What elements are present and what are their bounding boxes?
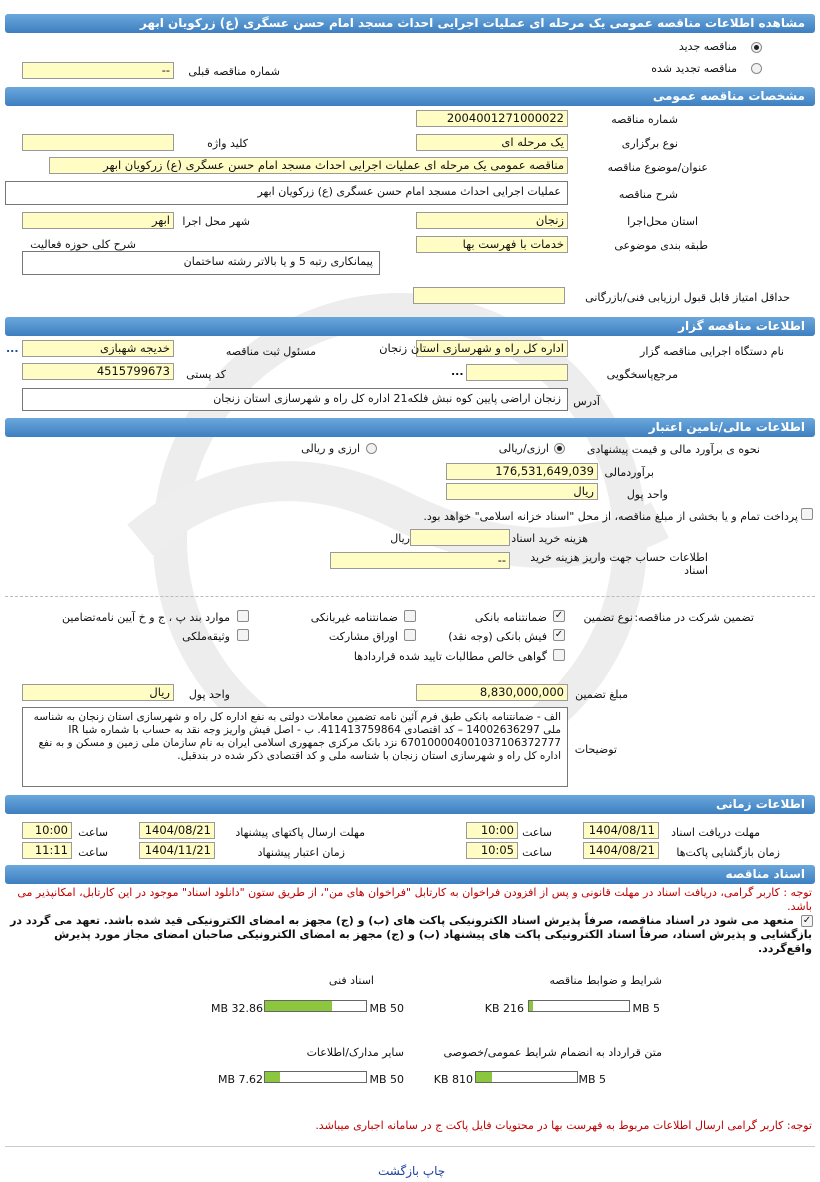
guarantee-option-2: موارد بند پ ، ج و خ آیین نامه‌تضامین	[62, 611, 230, 624]
desc-box: عملیات اجرایی احداث مسجد امام حسن عسگری (ع) زرکویان ابهر	[5, 181, 568, 205]
reference-more-button[interactable]: ...	[451, 365, 464, 378]
notes-label: توضیحات	[574, 743, 617, 756]
estimate-label: برآوردمالی	[604, 466, 654, 479]
account-field: --	[330, 552, 510, 569]
currency-field: ریال	[446, 483, 598, 500]
submit-date-field: 1404/08/21	[139, 822, 215, 839]
guarantee-check-1[interactable]	[404, 610, 416, 622]
section-organizer-header: اطلاعات مناقصه گزار	[5, 317, 815, 336]
receive-time-label: ساعت	[522, 826, 552, 839]
currency-label: واحد پول	[626, 488, 668, 501]
guarantee-check-4[interactable]	[404, 629, 416, 641]
radio-new-tender[interactable]	[751, 42, 762, 53]
registrar-label: مسئول ثبت مناقصه	[225, 345, 316, 358]
category-field: خدمات با فهرست بها	[416, 236, 568, 253]
commit-checkbox[interactable]: ✓	[802, 915, 812, 926]
file-0-bar-fill	[529, 1001, 533, 1011]
receive-date-field: 1404/08/11	[583, 822, 659, 839]
open-label: زمان بازگشایی پاکت‌ها	[676, 846, 780, 859]
account-label: اطلاعات حساب جهت واریز هزینه خرید اسناد	[530, 551, 708, 577]
registrar-field: خدیجه شهبازی	[22, 340, 174, 357]
type-label: نوع برگزاری	[621, 137, 678, 150]
guarantee-option-1: ضمانتنامه غیربانکی	[310, 611, 398, 624]
keyword-label: کلید واژه	[207, 137, 248, 150]
doc-fee-field	[410, 529, 510, 546]
file-1-bar-fill	[265, 1001, 332, 1011]
section-general-header: مشخصات مناقصه عمومی	[5, 87, 815, 106]
treasury-label: پرداخت تمام و یا بخشی از مبلغ مناقصه، از محل "اسناد خزانه اسلامی" خواهد بود.	[423, 510, 798, 523]
file-3-max: 50 MB	[369, 1073, 404, 1086]
validity-time-field: 11:11	[22, 842, 72, 859]
subject-field: مناقصه عمومی یک مرحله ای عملیات اجرایی احداث مسجد امام حسن عسگری (ع) زرکویان ابهر	[49, 157, 568, 174]
category-label: طبقه بندی موضوعی	[614, 239, 708, 252]
file-3-bar	[264, 1071, 367, 1083]
guarantee-check-2[interactable]	[237, 610, 249, 622]
guarantee-check-5[interactable]	[237, 629, 249, 641]
open-time-field: 10:05	[466, 842, 518, 859]
file-0-size: 216 KB	[484, 1002, 524, 1015]
submit-time-label: ساعت	[78, 826, 108, 839]
validity-label: زمان اعتبار پیشنهاد	[257, 846, 345, 859]
file-3-size: 7.62 MB	[217, 1073, 263, 1086]
documents-footer-note: توجه: کاربر گرامی ارسال اطلاعات مربوط به فهرست بها در محتویات فایل پاکت ج در سامانه اجباری میباشد.	[315, 1119, 812, 1132]
file-2-size: 810 KB	[433, 1073, 473, 1086]
radio-renewed-tender[interactable]	[751, 63, 762, 74]
amount-unit-label: واحد پول	[188, 688, 230, 701]
guarantee-option-0: ضمانتنامه بانکی	[474, 611, 547, 624]
min-score-field	[413, 287, 565, 304]
footer-links	[378, 1164, 445, 1178]
file-0-max: 5 MB	[632, 1002, 660, 1015]
file-2-max: 5 MB	[578, 1073, 606, 1086]
guarantee-option-5: وثیقه‌ملکی	[182, 630, 230, 643]
commit-text: متعهد می شود در اسناد مناقصه، صرفاً پذیرش اسناد الکترونیکی پاکت های (ب) و (ج) مجهز به امضای الکترونیکی قید شده باشد. تعهد می گردد در بازگشایی و پذیرش اسناد، صرفاً اسناد الکترونیکی پاکت های پیشنهاد (ب) و (ج) مجهز به امضای الکترونیکی صاحبان امضای مجاز مورد پذیرش واقع‌گردد.	[10, 914, 812, 955]
estimate-field: 176,531,649,039	[446, 463, 598, 480]
divider	[5, 596, 815, 597]
subject-label: عنوان/موضوع مناقصه	[607, 161, 708, 174]
tender-number-field: 2004001271000022	[416, 110, 568, 127]
file-0-label: شرایط و ضوابط مناقصه	[549, 974, 662, 987]
file-2-bar-fill	[476, 1072, 492, 1082]
label-rial: ارزی/ریالی	[498, 442, 549, 455]
label-new-tender: مناقصه جدید	[678, 40, 737, 53]
province-label: استان محل‌اجرا	[627, 215, 698, 228]
file-1-size: 32.86 MB	[210, 1002, 263, 1015]
desc-label: شرح مناقصه	[618, 188, 678, 201]
file-2-label: متن قرارداد به انضمام شرایط عمومی/خصوصی	[443, 1046, 662, 1059]
amount-label: مبلغ تضمین	[575, 688, 628, 701]
label-fx-rial: ارزی و ریالی	[301, 442, 360, 455]
submit-time-field: 10:00	[22, 822, 72, 839]
label-renewed-tender: مناقصه تجدید شده	[651, 62, 737, 75]
type-field: یک مرحله ای	[416, 134, 568, 151]
estimate-method-label: نحوه ی برآورد مالی و قیمت پیشنهادی	[586, 443, 760, 456]
documents-notice: توجه : کاربر گرامی، دریافت اسناد در مهلت قانونی و پس از افزودن فراخوان به کارتابل "فراخوان های من"، از طریق ستون "دانلود اسناد" موجود در این کارتابل، امکانپذیر می باشد.	[17, 886, 812, 913]
min-score-label: حداقل امتیاز قابل قبول ارزیابی فنی/بازرگانی	[585, 291, 790, 304]
open-date-field: 1404/08/21	[583, 842, 659, 859]
activity-label: شرح کلی حوزه فعالیت	[30, 238, 136, 251]
file-2-bar	[475, 1071, 578, 1083]
file-3-bar-fill	[265, 1072, 280, 1082]
reference-field	[466, 364, 568, 381]
doc-fee-unit: ریال	[390, 532, 410, 545]
validity-date-field: 1404/11/21	[139, 842, 215, 859]
guarantee-option-4: اوراق مشارکت	[328, 630, 398, 643]
doc-fee-label: هزینه خرید اسناد	[511, 532, 588, 545]
section-documents-header: اسناد مناقصه	[5, 865, 815, 884]
file-1-max: 50 MB	[369, 1002, 404, 1015]
file-0-bar	[528, 1000, 630, 1012]
postal-label: کد پستی	[186, 368, 226, 381]
file-1-label: اسناد فنی	[328, 974, 374, 987]
footer-divider	[5, 1146, 815, 1147]
validity-time-label: ساعت	[78, 846, 108, 859]
radio-fx-rial[interactable]	[366, 443, 377, 454]
postal-field: 4515799673	[22, 363, 174, 380]
address-box: زنجان اراضی پایین کوه نبش فلکه21 اداره کل راه و شهرسازی استان زنجان	[22, 388, 568, 411]
guarantee-option-3: فیش بانکی (وجه نقد)	[448, 630, 547, 643]
back-link[interactable]: بازگشت	[378, 1164, 419, 1178]
keyword-field	[22, 134, 174, 151]
page-title: مشاهده اطلاعات مناقصه عمومی یک مرحله ای عملیات اجرایی احداث مسجد امام حسن عسگری (ع) زرکویان ابهر	[5, 14, 815, 33]
section-finance-header: اطلاعات مالی/تامین اعتبار	[5, 418, 815, 437]
section-timing-header: اطلاعات زمانی	[5, 795, 815, 814]
guarantee-check-6[interactable]	[553, 649, 565, 661]
province-field: زنجان	[416, 212, 568, 229]
previous-number-label: شماره مناقصه قبلی	[188, 65, 280, 78]
file-1-bar	[264, 1000, 367, 1012]
amount-unit-field: ریال	[22, 684, 174, 701]
activity-box: پیمانکاری رتبه 5 و یا بالاتر رشته ساختمان	[22, 251, 380, 275]
radio-rial[interactable]	[554, 443, 565, 454]
guarantee-check-3[interactable]: ✓	[554, 629, 564, 640]
guarantee-type-label: نوع تضمین	[583, 611, 633, 624]
city-field: ابهر	[22, 212, 174, 229]
file-3-label: سایر مدارک/اطلاعات	[306, 1046, 404, 1059]
org-field: اداره کل راه و شهرسازی استان زنجان	[416, 340, 568, 357]
number-label: شماره مناقصه	[611, 113, 678, 126]
treasury-checkbox[interactable]	[801, 508, 813, 520]
open-time-label: ساعت	[522, 846, 552, 859]
guarantee-label: تضمین شرکت در مناقصه:	[634, 611, 754, 624]
submit-label: مهلت ارسال پاکتهای پیشنهاد	[235, 826, 365, 839]
print-link[interactable]: چاپ	[422, 1164, 446, 1178]
receive-time-field: 10:00	[466, 822, 518, 839]
previous-number-field: --	[22, 62, 174, 79]
address-label: آدرس	[573, 395, 600, 408]
receive-label: مهلت دریافت اسناد	[671, 826, 760, 839]
org-label: نام دستگاه اجرایی مناقصه گزار	[640, 345, 784, 358]
amount-field: 8,830,000,000	[416, 684, 568, 701]
guarantee-option-6: گواهی خالص مطالبات تایید شده قراردادها	[353, 650, 547, 663]
guarantee-check-0[interactable]: ✓	[554, 610, 564, 621]
registrar-more-button[interactable]: ...	[6, 342, 19, 355]
notes-box: الف - ضمانتنامه بانکی طبق فرم آئین نامه تضمین معاملات دولتی به نفع اداره کل راه و شهرسازی استان زنجان به شناسه ملی 14002636297 – کد اقتصادی 411413759864. ب - اصل فیش واریز وجه نقد به حساب با شماره شبا IR 670100004001037106372777 نزد بانک مرکزی جمهوری اسلامی ایران به نام سازمان ملی زمین و مسکن و به نفع اداره کل راه و شهرسازی استان زنجان با شناسه ملی و کد اقتصادی ذکر شده در بندقبل.	[22, 707, 568, 787]
reference-label: مرجع‌پاسخگویی	[606, 368, 678, 381]
city-label: شهر محل اجرا	[182, 215, 250, 228]
